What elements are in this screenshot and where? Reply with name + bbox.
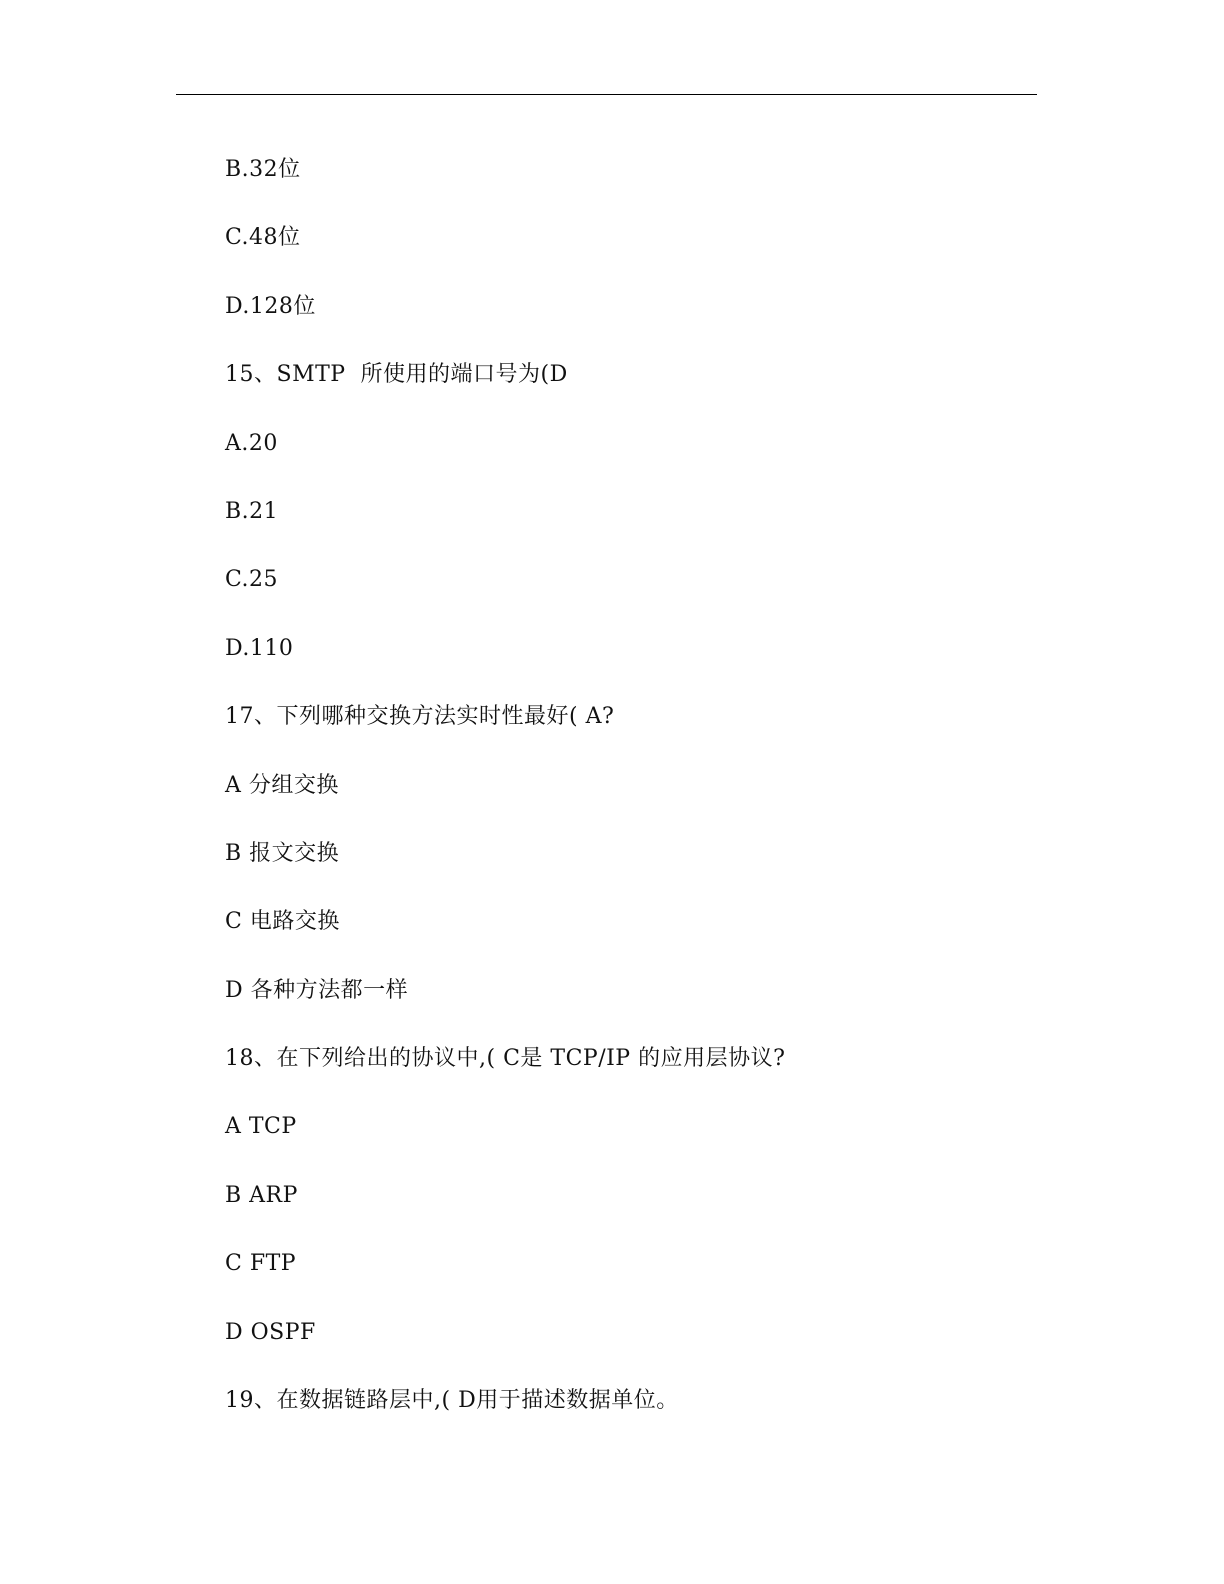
option-line: C 电路交换 xyxy=(225,909,340,935)
option-line: B ARP xyxy=(225,1182,298,1208)
option-line: C.48位 xyxy=(225,225,301,251)
option-line: D OSPF xyxy=(225,1319,316,1345)
option-line: D.110 xyxy=(225,635,294,661)
option-line: B 报文交换 xyxy=(225,840,340,866)
option-line: D 各种方法都一样 xyxy=(225,977,409,1003)
question-line: 17、下列哪种交换方法实时性最好( A? xyxy=(225,704,615,730)
option-line: D.128位 xyxy=(225,293,316,319)
option-line: A.20 xyxy=(225,430,278,456)
option-line: C FTP xyxy=(225,1251,297,1277)
option-line: A TCP xyxy=(225,1114,297,1140)
question-line: 15、SMTP 所使用的端口号为(D xyxy=(225,362,568,388)
question-line: 18、在下列给出的协议中,( C是 TCP/IP 的应用层协议? xyxy=(225,1046,786,1072)
document-body xyxy=(225,152,1037,1451)
option-line: A 分组交换 xyxy=(225,772,339,798)
question-line: 19、在数据链路层中,( D用于描述数据单位。 xyxy=(225,1388,679,1414)
option-line: B.21 xyxy=(225,498,279,524)
header-rule xyxy=(176,94,1037,95)
option-line: B.32位 xyxy=(225,157,301,182)
option-line: C.25 xyxy=(225,567,279,593)
